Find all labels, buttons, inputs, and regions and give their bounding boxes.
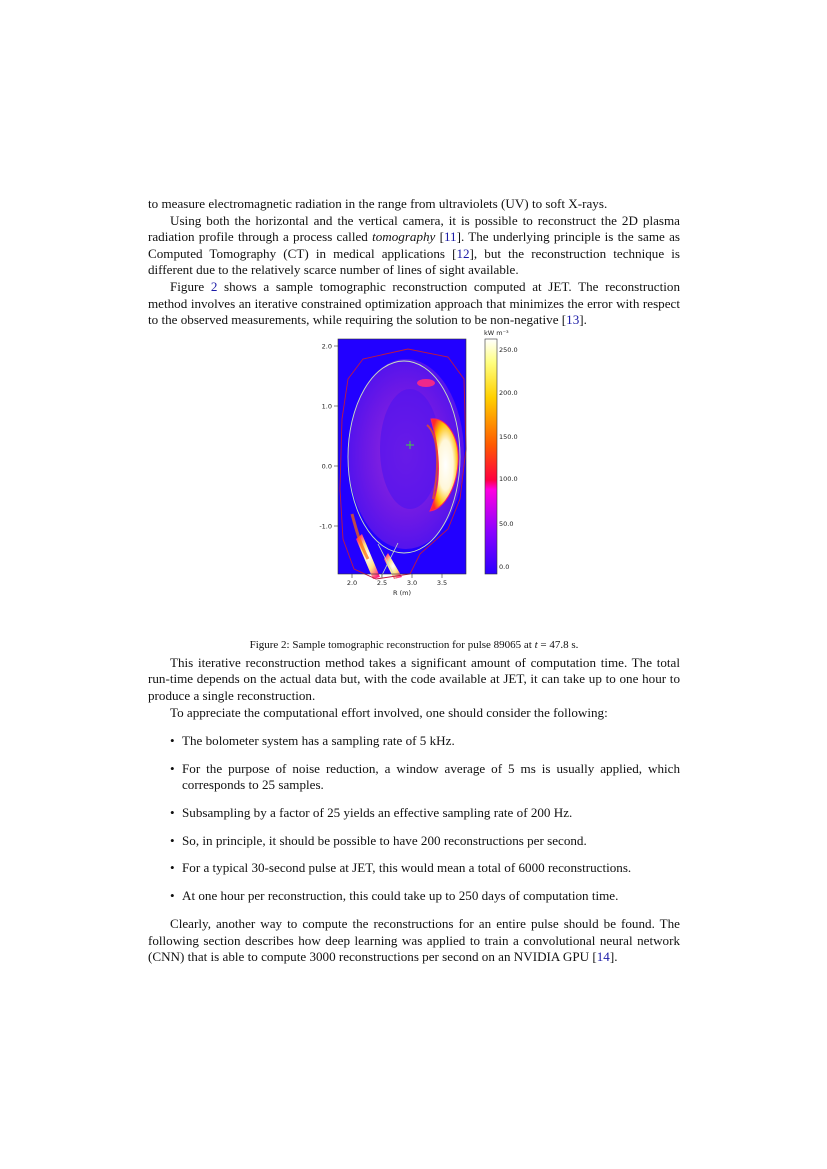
figure-caption: Figure 2: Sample tomographic reconstruction for pulse 89065 at t = 47.8 s. — [249, 638, 579, 651]
colorbar-tick: 0.0 — [499, 562, 510, 571]
y-tick-label: 2.0 — [321, 342, 332, 351]
x-axis-label: R (m) — [393, 588, 411, 597]
citation-11[interactable]: 11 — [444, 229, 457, 245]
tomography-plot — [148, 328, 680, 639]
list-item: • The bolometer system has a sampling rate of 5 kHz. — [170, 733, 455, 749]
list-item: • At one hour per reconstruction, this could take up to 250 days of computation time. — [170, 887, 619, 903]
colorbar-tick: 50.0 — [499, 519, 514, 528]
colorbar — [485, 339, 497, 574]
bullet-icon: • — [170, 760, 175, 776]
tomography-term: tomography — [372, 229, 436, 245]
bullet-icon: • — [170, 887, 175, 903]
list-item: • For the purpose of noise reduction, a window average of 5 ms is usually applied, which corresponds to 25 samples. — [170, 760, 680, 793]
bullet-icon: • — [170, 804, 175, 820]
x-tick-label: 3.5 — [436, 578, 448, 587]
x-tick-label: 3.0 — [406, 578, 418, 587]
x-tick-label: 2.0 — [346, 578, 358, 587]
bullet-icon: • — [170, 860, 175, 876]
colorbar-unit: kW m⁻³ — [484, 328, 509, 337]
citation-14[interactable]: 14 — [596, 949, 610, 965]
figure-2-ref[interactable]: 2 — [210, 278, 218, 294]
citation-13[interactable]: 13 — [566, 312, 580, 328]
paragraph-2: Using both the horizontal and the vertical camera, it is possible to reconstruct the 2D plasma radiation profile through a process called tomography [11]. The underlying principle is the same as Computed Tomography (CT) in medical applications [12], but the reconstruction technique is different due to the relatively scarce number of lines of sight available. — [148, 212, 680, 278]
paragraph-1: to measure electromagnetic radiation in the range from ultraviolets (UV) to soft X-rays. — [148, 196, 608, 211]
citation-12[interactable]: 12 — [456, 245, 470, 261]
colorbar-tick: 250.0 — [499, 345, 518, 354]
list-item: • So, in principle, it should be possible to have 200 reconstructions per second. — [170, 832, 587, 848]
bullet-icon: • — [170, 733, 175, 749]
paragraph-5: To appreciate the computational effort involved, one should consider the following: — [170, 704, 608, 720]
y-tick-label: 0.0 — [321, 462, 332, 471]
page-body — [148, 196, 680, 966]
figure-2 — [148, 328, 680, 639]
colorbar-tick: 100.0 — [499, 474, 518, 483]
colorbar-tick: 150.0 — [499, 432, 518, 441]
bullet-icon: • — [170, 832, 175, 848]
y-tick-label: -1.0 — [319, 522, 332, 531]
list-item: • Subsampling by a factor of 25 yields an effective sampling rate of 200 Hz. — [170, 804, 573, 820]
considerations-list — [148, 733, 680, 904]
paragraph-4: This iterative reconstruction method takes a significant amount of computation time. The total run-time depends on the actual data but, with the code available at JET, it can take up to one hour to produce a single reconstruction. — [148, 654, 680, 703]
paragraph-6: Clearly, another way to compute the reconstructions for an entire pulse should be found. The following section describes how deep learning was applied to train a convolutional neural network (CNN) that is able to compute 3000 reconstructions per second on an NVIDIA GPU [14]. — [148, 916, 680, 965]
y-tick-label: 1.0 — [321, 402, 332, 411]
colorbar-tick: 200.0 — [499, 388, 518, 397]
x-tick-label: 2.5 — [376, 578, 388, 587]
paragraph-3: Figure 2 shows a sample tomographic reconstruction computed at JET. The reconstruction method involves an iterative constrained optimization approach that minimizes the error with respect to the observed measurements, while requiring the solution to be non-negative [13]. — [148, 278, 680, 328]
list-item: • For a typical 30-second pulse at JET, this would mean a total of 6000 reconstructions. — [170, 860, 632, 876]
